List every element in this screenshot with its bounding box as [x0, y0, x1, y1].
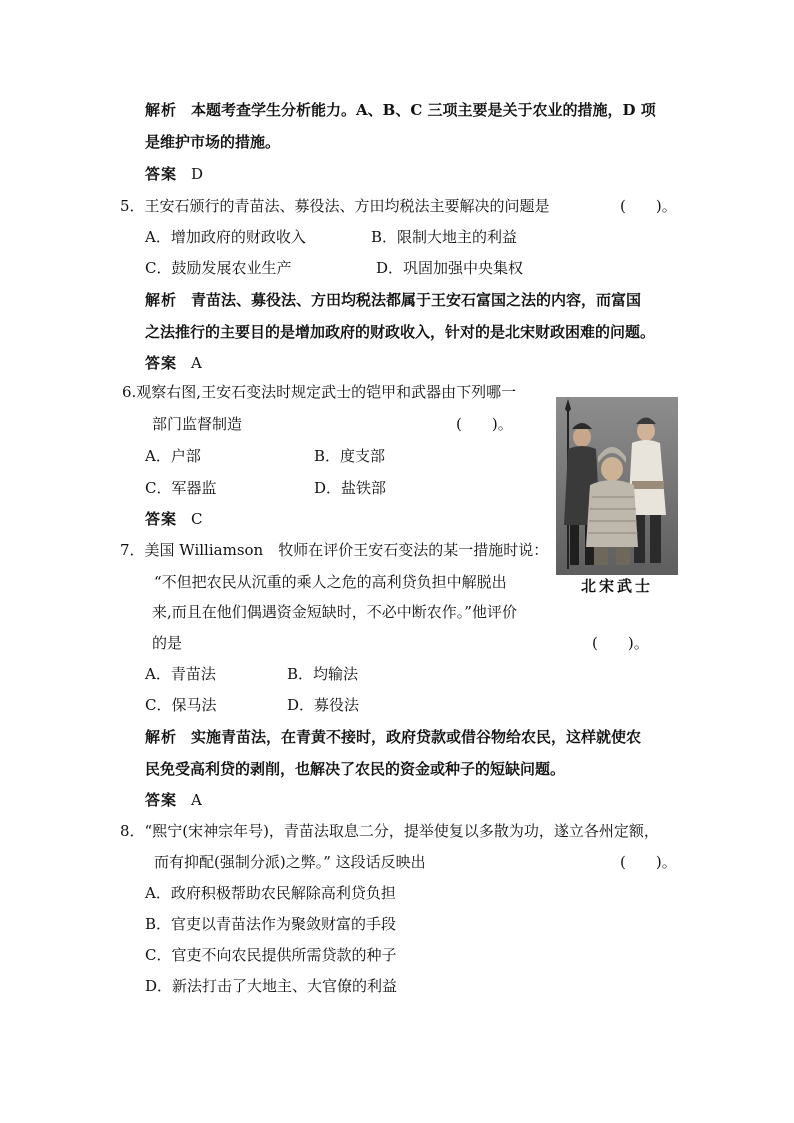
analysis-tag: 解析 — [145, 728, 178, 746]
q7-option-c: C．保马法 — [145, 696, 217, 714]
q5-answer-value: A — [191, 354, 202, 372]
answer-tag: 答案 — [145, 510, 178, 528]
q7-option-b: B．均输法 — [287, 665, 359, 683]
analysis-tag: 解析 — [145, 291, 178, 309]
q5-analysis-text: 青苗法、募役法、方田均税法都属于王安石富国之法的内容，而富国 — [191, 291, 642, 309]
answer-tag: 答案 — [145, 354, 178, 372]
q5-option-b: B．限制大地主的利益 — [371, 228, 518, 246]
q7-option-d: D．募役法 — [287, 696, 360, 714]
q6-answer-value: C — [191, 510, 203, 528]
figure-caption: 北宋武士 — [580, 577, 653, 595]
q8-option-c: C．官吏不向农民提供所需贷款的种子 — [145, 946, 397, 964]
q5-analysis-line1 — [145, 290, 641, 310]
q6-answer — [145, 509, 203, 529]
q7-stem-line1: 7．美国 Williamson 牧师在评价王安石变法的某一措施时说： — [120, 541, 549, 559]
q5-option-c: C．鼓励发展农业生产 — [145, 259, 292, 277]
q5-analysis-line2: 之法推行的主要目的是增加政府的财政收入，针对的是北宋财政困难的问题。 — [145, 323, 656, 341]
q8-option-a: A．政府积极帮助农民解除高利贷负担 — [145, 884, 396, 902]
q7-option-a: A．青苗法 — [145, 665, 216, 683]
q6-stem-line2: 部门监督制造 — [152, 415, 243, 433]
answer-tag: 答案 — [145, 791, 178, 809]
q7-analysis-text: 实施青苗法，在青黄不接时，政府贷款或借谷物给农民，这样就使农 — [191, 728, 642, 746]
q5-answer — [145, 353, 202, 373]
warriors-figure — [556, 397, 678, 575]
q7-answer — [145, 790, 202, 810]
q5-option-a: A．增加政府的财政收入 — [145, 228, 306, 246]
q8-option-b: B．官吏以青苗法作为聚敛财富的手段 — [145, 915, 397, 933]
q7-analysis-line1 — [145, 727, 641, 747]
q7-stem-line3: 来,而且在他们偶遇资金短缺时，不必中断农作。”他评价 — [152, 603, 517, 621]
q4-analysis-line1 — [145, 100, 656, 120]
q8-paren: ( )。 — [620, 853, 677, 871]
q6-option-d: D．盐铁部 — [314, 479, 387, 497]
q7-paren: ( )。 — [592, 634, 649, 652]
q8-option-d: D．新法打击了大地主、大官僚的利益 — [145, 977, 398, 995]
q7-answer-value: A — [191, 791, 202, 809]
analysis-tag: 解析 — [145, 101, 178, 119]
q6-option-a: A．户部 — [145, 447, 201, 465]
q4-analysis-text: 本题考查学生分析能力。A、B、C 三项主要是关于农业的措施，D 项 — [191, 101, 656, 119]
q4-analysis-line2: 是维护市场的措施。 — [145, 133, 281, 151]
q6-option-c: C．军器监 — [145, 479, 217, 497]
q7-stem-line4: 的是 — [152, 634, 183, 652]
q4-answer-value: D — [191, 165, 204, 183]
answer-tag: 答案 — [145, 165, 178, 183]
q4-answer — [145, 164, 203, 184]
q5-paren: ( )。 — [620, 197, 677, 215]
q5-stem: 5．王安石颁行的青苗法、募役法、方田均税法主要解决的问题是 — [120, 197, 550, 215]
q7-analysis-line2: 民免受高利贷的剥削，也解决了农民的资金或种子的短缺问题。 — [145, 760, 566, 778]
q6-stem-line1: 6.观察右图,王安石变法时规定武士的铠甲和武器由下列哪一 — [122, 383, 517, 401]
q8-stem-line2: 而有抑配(强制分派)之弊。” 这段话反映出 — [154, 853, 426, 871]
q7-stem-line2: “不但把农民从沉重的乘人之危的高利贷负担中解脱出 — [154, 573, 507, 591]
q6-option-b: B．度支部 — [314, 447, 386, 465]
q8-stem-line1: 8．“熙宁(宋神宗年号)，青苗法取息二分，提举使复以多散为功，遂立各州定额， — [120, 822, 659, 840]
q6-paren: ( )。 — [456, 415, 513, 433]
q5-option-d: D．巩固加强中央集权 — [376, 259, 524, 277]
